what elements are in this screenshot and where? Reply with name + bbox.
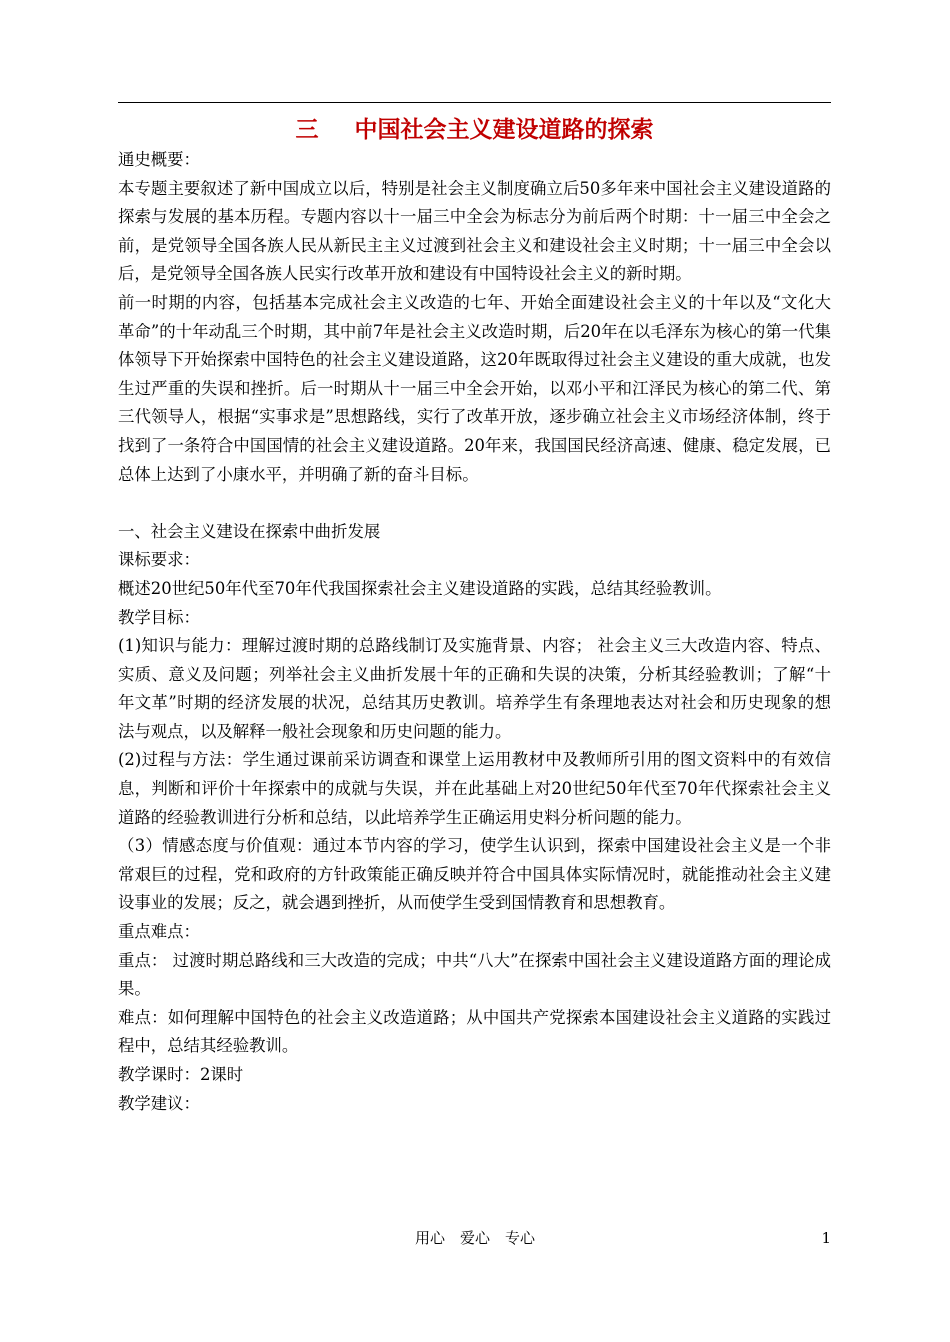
header-rule bbox=[118, 102, 831, 103]
title-text: 中国社会主义建设道路的探索 bbox=[354, 116, 654, 143]
title-number: 三 bbox=[295, 116, 319, 143]
footer-motto: 用心 爱心 专心 bbox=[414, 1229, 535, 1247]
overview-heading: 通史概要： bbox=[118, 150, 200, 169]
teaching-suggestions-heading: 教学建议： bbox=[118, 1093, 200, 1113]
objective-knowledge: (1)知识与能力：理解过渡时期的总路线制订及实施背景、内容； 社会主义三大改造内容、特点、实质、意义及问题；列举社会主义曲折发展十年的正确和失误的决策，分析其经验教训；了解“十年文革”时期的经济发展的状况，总结其历史教训。培养学生有条理地表达对社会和历史现象的想法与观点，以及解释一般社会现象和历史问题的能力。 bbox=[118, 636, 831, 741]
curriculum-heading: 课标要求： bbox=[118, 550, 200, 570]
difficult-point: 难点：如何理解中国特色的社会主义改造道路；从中国共产党探索本国建设社会主义道路的实践过程中，总结其经验教训。 bbox=[118, 1007, 831, 1056]
objective-attitude: （3）情感态度与价值观：通过本节内容的学习，使学生认识到，探索中国建设社会主义是一个非常艰巨的过程，党和政府的方针政策能正确反映并符合中国具体实际情况时，就能推动社会主义建设事业的发展；反之，就会遇到挫折，从而使学生受到国情教育和思想教育。 bbox=[118, 836, 831, 913]
document-body bbox=[118, 146, 831, 1118]
page-title bbox=[118, 114, 831, 146]
section-heading: 一、社会主义建设在探索中曲折发展 bbox=[118, 521, 381, 541]
overview-paragraph-2: 前一时期的内容，包括基本完成社会主义改造的七年、开始全面建设社会主义的十年以及“文化大革命”的十年动乱三个时期，其中前7年是社会主义改造时期，后20年在以毛泽东为核心的第一代集体领导下开始探索中国特色的社会主义建设道路，这20年既取得过社会主义建设的重大成就，也发生过严重的失误和挫折。后一时期从十一届三中全会开始，以邓小平和江泽民为核心的第二代、第三代领导人，根据“实事求是”思想路线，实行了改革开放，逐步确立社会主义市场经济体制，终于找到了一条符合中国国情的社会主义建设道路。20年来，我国国民经济高速、健康、稳定发展，已总体上达到了小康水平，并明确了新的奋斗目标。 bbox=[118, 292, 831, 484]
key-points-heading: 重点难点： bbox=[118, 922, 200, 942]
page-number: 1 bbox=[821, 1229, 831, 1247]
curriculum-text: 概述20世纪50年代至70年代我国探索社会主义建设道路的实践，总结其经验教训。 bbox=[118, 578, 722, 598]
blank-line bbox=[118, 489, 831, 518]
overview-paragraph-1: 本专题主要叙述了新中国成立以后，特别是社会主义制度确立后50多年来中国社会主义建设道路的探索与发展的基本历程。专题内容以十一届三中全会为标志分为前后两个时期：十一届三中全会之前，是党领导全国各族人民从新民主主义过渡到社会主义和建设社会主义时期；十一届三中全会以后，是党领导全国各族人民实行改革开放和建设有中国特设社会主义的新时期。 bbox=[118, 178, 831, 284]
class-hours: 教学课时：2课时 bbox=[118, 1065, 244, 1084]
objectives-heading: 教学目标： bbox=[118, 607, 200, 627]
objective-process: (2)过程与方法：学生通过课前采访调查和课堂上运用教材中及教师所引用的图文资料中的有效信息，判断和评价十年探索中的成就与失误，并在此基础上对20世纪50年代至70年代探索社会主义道路的经验教训进行分析和总结，以此培养学生正确运用史料分析问题的能力。 bbox=[118, 750, 831, 827]
key-point: 重点： 过渡时期总路线和三大改造的完成；中共“八大”在探索中国社会主义建设道路方面的理论成果。 bbox=[118, 950, 831, 999]
